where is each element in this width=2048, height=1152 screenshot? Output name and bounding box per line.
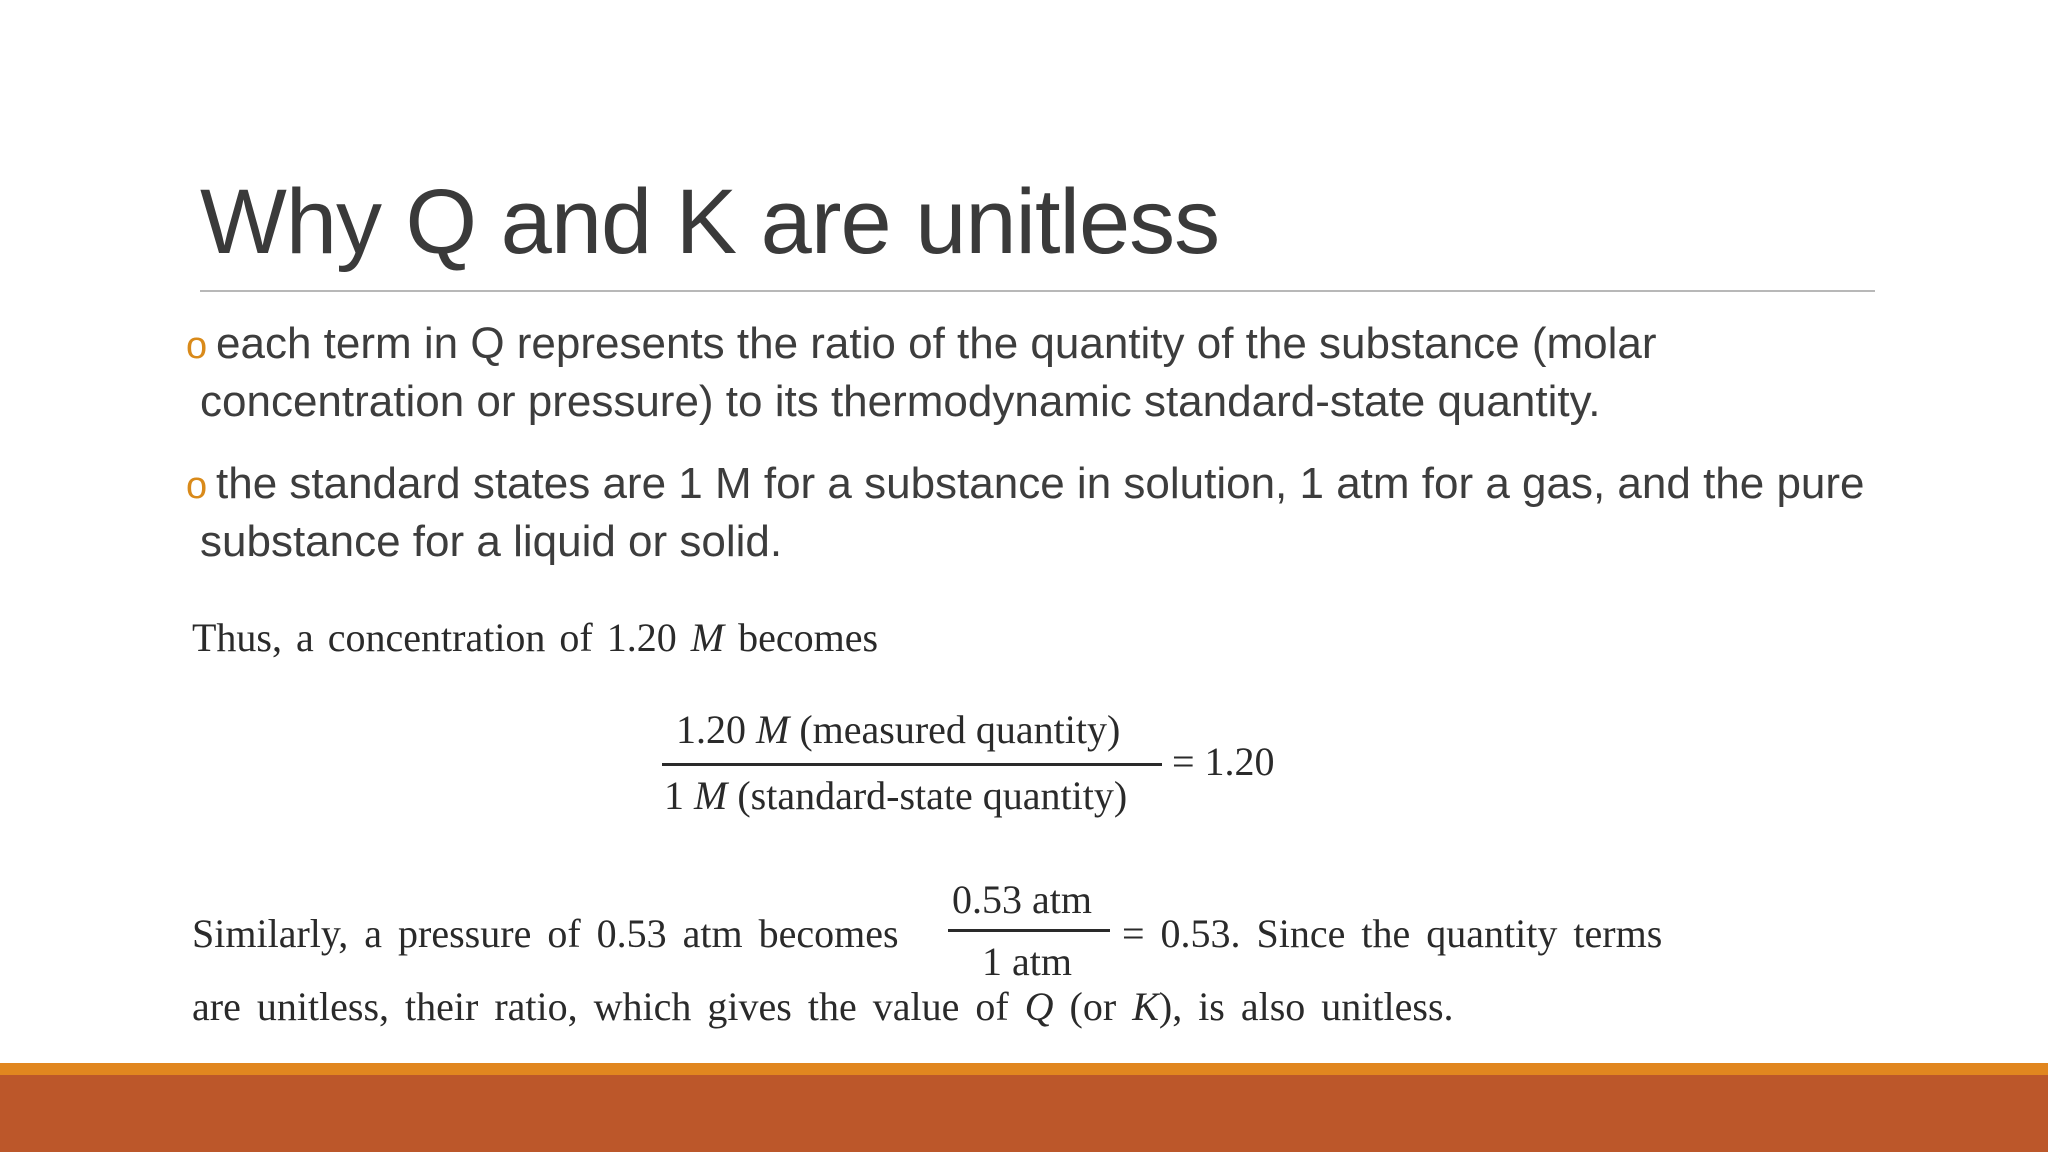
bullet-text-2: the standard states are 1 M for a substance in solution, 1 atm for a gas, and the pure substance for a liquid or solid.	[200, 459, 1865, 566]
equation-2-denominator: 1 atm	[982, 939, 1072, 984]
excerpt-text: becomes	[724, 615, 879, 660]
excerpt-text: are unitless, their ratio, which gives the value of	[192, 984, 1025, 1029]
eq-text: (standard-state quantity)	[727, 773, 1128, 818]
excerpt-text: Thus, a concentration of 1.20	[192, 615, 691, 660]
excerpt-text: ), is also unitless.	[1158, 984, 1454, 1029]
excerpt-symbol-q: Q	[1024, 984, 1054, 1029]
equation-2-fraction-bar	[948, 929, 1110, 932]
bullet-item-1	[186, 316, 1900, 429]
excerpt-line-2-prefix: Similarly, a pressure of 0.53 atm becomes	[192, 911, 899, 956]
title-divider	[200, 290, 1875, 292]
bullet-marker-icon: o	[186, 465, 208, 507]
equation-2-result: = 0.53. Since the quantity terms	[1122, 911, 1663, 956]
eq-unit: M	[756, 707, 790, 752]
eq-unit: M	[694, 773, 728, 818]
footer-band	[0, 1075, 2048, 1152]
footer-accent-stripe	[0, 1063, 2048, 1075]
eq-value: 1.20	[676, 707, 756, 752]
excerpt-text: (or	[1053, 984, 1133, 1029]
eq-value: 1	[664, 773, 694, 818]
bullet-text-1: each term in Q represents the ratio of the quantity of the substance (molar concentration or pressure) to its thermodynamic standard-state quantity.	[200, 319, 1657, 426]
excerpt-unit: M	[690, 615, 725, 660]
equation-2-numerator: 0.53 atm	[952, 877, 1092, 922]
excerpt-symbol-k: K	[1132, 984, 1159, 1029]
equation-1-denominator	[664, 772, 1127, 819]
equation-1-fraction-bar	[662, 763, 1162, 766]
excerpt-line-1	[192, 614, 878, 661]
bullet-marker-icon: o	[186, 325, 208, 367]
equation-1-result: = 1.20	[1172, 739, 1275, 784]
bullet-item-2	[186, 456, 1900, 569]
slide-title: Why Q and K are unitless	[200, 171, 1220, 273]
eq-text: (measured quantity)	[789, 707, 1121, 752]
excerpt-line-3	[192, 983, 1454, 1030]
equation-1-numerator	[676, 706, 1120, 753]
